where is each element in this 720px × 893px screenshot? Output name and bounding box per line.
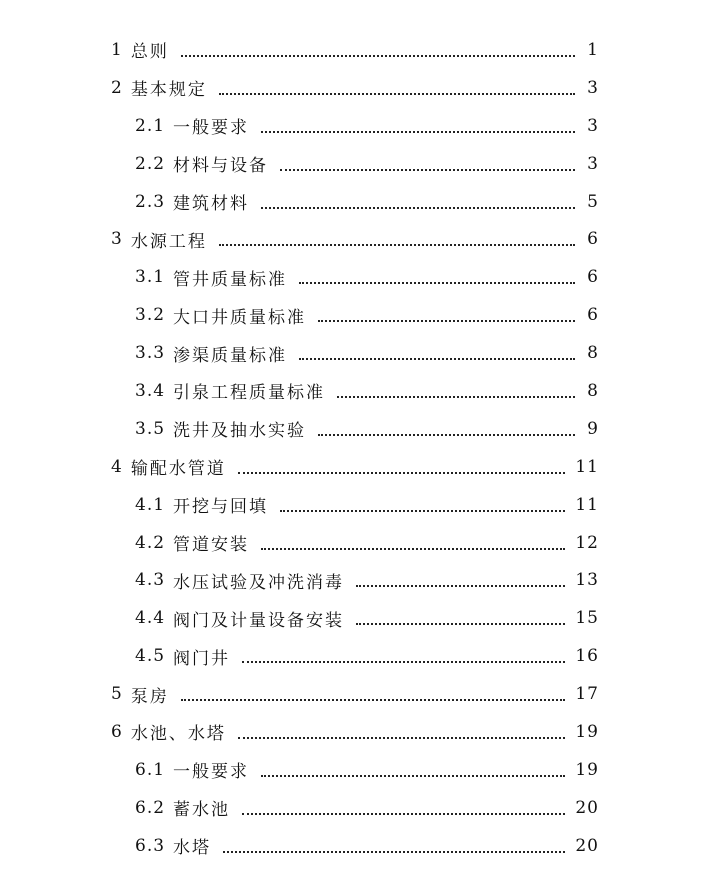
dot-leader — [280, 169, 575, 171]
toc-entry-number: 2.1 — [135, 115, 166, 136]
toc-entry[interactable] — [0, 486, 720, 524]
toc-entry-title: 管井质量标准 — [173, 269, 288, 290]
toc-entry-number: 3.5 — [135, 418, 166, 439]
toc-entry[interactable] — [0, 751, 720, 789]
toc-entry-number: 3.1 — [135, 267, 166, 288]
dot-leader — [261, 548, 565, 550]
toc-entry-title: 大口井质量标准 — [173, 307, 307, 328]
toc-entry-page-number: 19 — [575, 759, 599, 780]
toc-entry[interactable] — [0, 637, 720, 675]
toc-entry-number: 2 — [111, 77, 123, 98]
dot-leader — [219, 244, 575, 246]
toc-entry-number: 3.4 — [135, 380, 166, 401]
toc-entry-title: 水塔 — [173, 838, 212, 859]
toc-entry-title: 阀门及计量设备安装 — [173, 610, 345, 631]
dot-leader — [356, 623, 565, 625]
dot-leader — [242, 661, 565, 663]
toc-entry-number: 6.1 — [135, 759, 166, 780]
toc-entry-page-number: 1 — [587, 39, 599, 60]
toc-entry-page-number: 15 — [575, 608, 599, 629]
toc-entry[interactable] — [0, 334, 720, 372]
toc-entry-page-number: 3 — [587, 115, 599, 136]
toc-entry[interactable] — [0, 789, 720, 827]
dot-leader — [299, 358, 575, 360]
toc-entry-number: 4.1 — [135, 494, 166, 515]
toc-entry-title: 水池、水塔 — [130, 724, 226, 745]
toc-entry-number: 6.3 — [135, 835, 166, 856]
toc-entry[interactable] — [0, 713, 720, 751]
dot-leader — [238, 737, 566, 739]
toc-entry-title: 一般要求 — [173, 118, 250, 139]
dot-leader — [261, 207, 575, 209]
toc-entry-number: 5 — [111, 684, 123, 705]
table-of-contents — [0, 31, 720, 865]
dot-leader — [261, 775, 565, 777]
toc-entry-title: 泵房 — [130, 686, 169, 707]
toc-entry-number: 4.2 — [135, 532, 166, 553]
toc-entry[interactable] — [0, 31, 720, 69]
toc-entry-page-number: 6 — [587, 305, 599, 326]
toc-entry-title: 管道安装 — [173, 535, 250, 556]
toc-entry[interactable] — [0, 258, 720, 296]
toc-entry-title: 洗井及抽水实验 — [173, 421, 307, 442]
dot-leader — [318, 434, 575, 436]
toc-entry-number: 2.3 — [135, 191, 166, 212]
toc-entry-page-number: 20 — [575, 835, 599, 856]
dot-leader — [242, 813, 565, 815]
toc-entry-number: 2.2 — [135, 153, 166, 174]
toc-entry-page-number: 16 — [575, 646, 599, 667]
toc-entry-title: 引泉工程质量标准 — [173, 383, 326, 404]
toc-entry-title: 总则 — [130, 42, 169, 63]
toc-entry[interactable] — [0, 183, 720, 221]
dot-leader — [223, 851, 565, 853]
toc-entry-number: 4.4 — [135, 608, 166, 629]
toc-entry-number: 4.5 — [135, 646, 166, 667]
toc-entry-title: 蓄水池 — [173, 800, 231, 821]
toc-entry-number: 3.3 — [135, 343, 166, 364]
toc-entry-page-number: 8 — [587, 380, 599, 401]
toc-entry-title: 开挖与回填 — [173, 497, 269, 518]
toc-entry-title: 输配水管道 — [130, 459, 226, 480]
toc-entry-page-number: 6 — [587, 229, 599, 250]
dot-leader — [337, 396, 575, 398]
toc-entry-number: 4 — [111, 456, 123, 477]
toc-entry[interactable] — [0, 69, 720, 107]
toc-entry[interactable] — [0, 145, 720, 183]
toc-entry-page-number: 5 — [587, 191, 599, 212]
dot-leader — [181, 55, 575, 57]
toc-entry-number: 3 — [111, 229, 123, 250]
toc-entry[interactable] — [0, 827, 720, 865]
toc-entry-number: 1 — [111, 39, 123, 60]
toc-entry-page-number: 20 — [575, 797, 599, 818]
toc-entry-title: 阀门井 — [173, 648, 231, 669]
toc-entry-page-number: 3 — [587, 153, 599, 174]
toc-entry-page-number: 12 — [575, 532, 599, 553]
dot-leader — [280, 510, 565, 512]
toc-entry-title: 渗渠质量标准 — [173, 345, 288, 366]
toc-entry-title: 水源工程 — [130, 231, 207, 252]
toc-entry[interactable] — [0, 448, 720, 486]
toc-entry[interactable] — [0, 296, 720, 334]
dot-leader — [238, 472, 566, 474]
toc-entry-title: 一般要求 — [173, 762, 250, 783]
dot-leader — [219, 93, 575, 95]
toc-entry-page-number: 8 — [587, 343, 599, 364]
toc-entry-page-number: 3 — [587, 77, 599, 98]
toc-entry-number: 3.2 — [135, 305, 166, 326]
toc-entry-title: 基本规定 — [130, 80, 207, 101]
toc-entry[interactable] — [0, 410, 720, 448]
toc-entry[interactable] — [0, 372, 720, 410]
toc-entry-page-number: 9 — [587, 418, 599, 439]
toc-entry-number: 6 — [111, 721, 123, 742]
dot-leader — [356, 585, 565, 587]
toc-entry-title: 水压试验及冲洗消毒 — [173, 572, 345, 593]
toc-entry[interactable] — [0, 524, 720, 562]
dot-leader — [299, 282, 575, 284]
toc-entry-page-number: 19 — [575, 721, 599, 742]
dot-leader — [181, 699, 566, 701]
toc-entry-title: 材料与设备 — [173, 156, 269, 177]
toc-entry-page-number: 13 — [575, 570, 599, 591]
toc-entry-page-number: 6 — [587, 267, 599, 288]
toc-entry[interactable] — [0, 675, 720, 713]
toc-entry-title: 建筑材料 — [173, 194, 250, 214]
toc-entry[interactable] — [0, 220, 720, 258]
toc-entry[interactable] — [0, 561, 720, 599]
toc-entry-page-number: 11 — [575, 456, 599, 477]
toc-entry-number: 4.3 — [135, 570, 166, 591]
toc-entry-number: 6.2 — [135, 797, 166, 818]
toc-entry-page-number: 11 — [575, 494, 599, 515]
dot-leader — [261, 131, 575, 133]
dot-leader — [318, 320, 575, 322]
toc-entry[interactable] — [0, 599, 720, 637]
toc-entry-page-number: 17 — [575, 684, 599, 705]
toc-entry[interactable] — [0, 107, 720, 145]
